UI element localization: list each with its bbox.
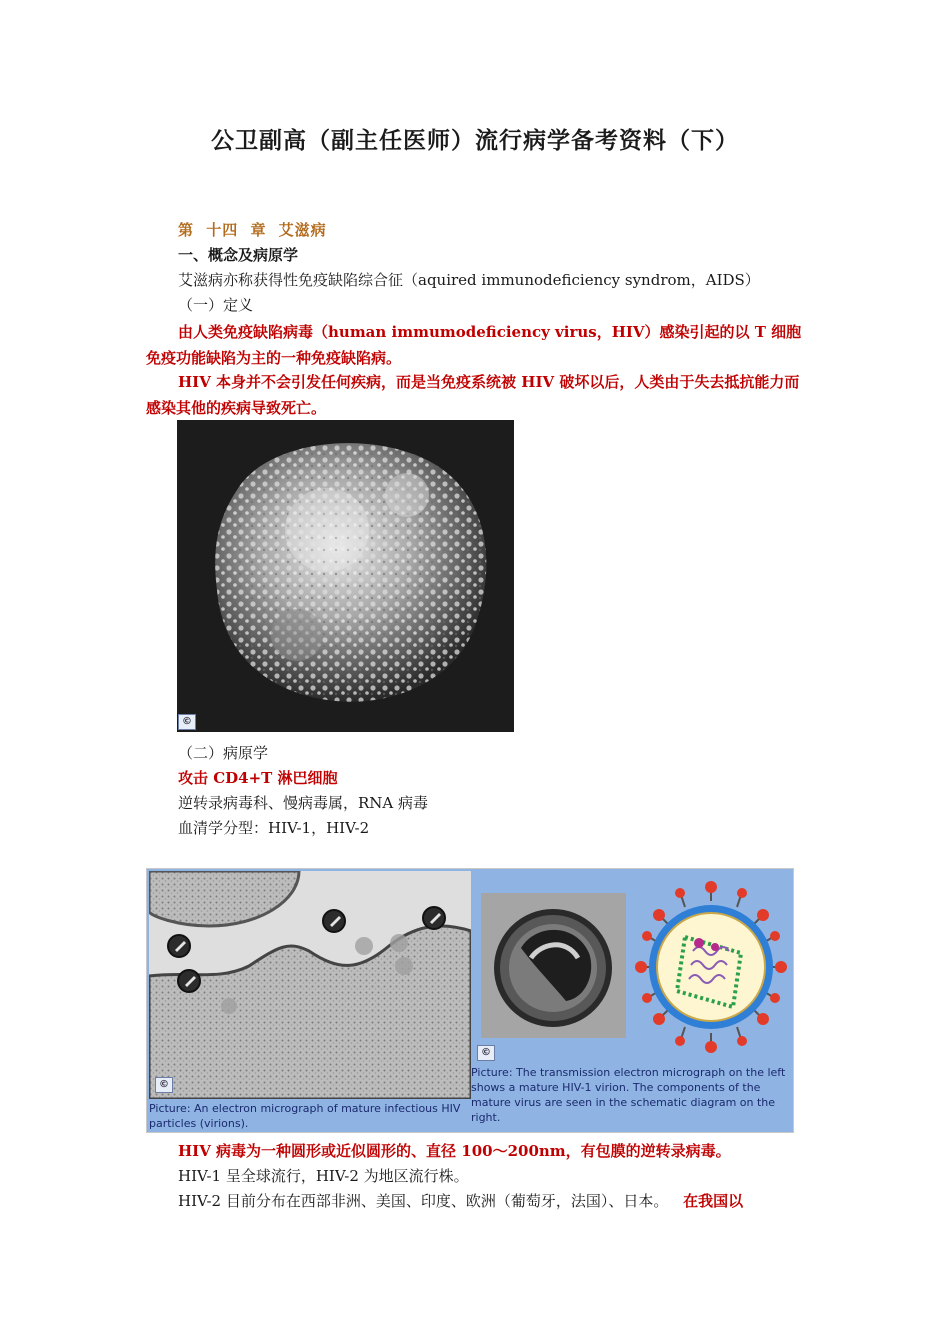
caption-right: Picture: The transmission electron micrograph on the left shows a mature HIV-1 virion. The components of the mature virus are seen in the schematic diagram on the right. [471,1066,786,1124]
lymphocyte-micrograph [177,420,514,732]
copyright-icon: © [178,714,196,730]
hiv-effect-paragraph: HIV 本身并不会引发任何疾病，而是当免疫系统被 HIV 破坏以后，人类由于失去抵抗能力而感染其他的疾病导致死亡。 [146,373,800,417]
hiv2-distribution-text: HIV-2 目前分布在西部非洲、美国、印度、欧洲（葡萄牙，法国）、日本。 [178,1192,669,1210]
lymphocyte-micrograph-art [177,420,514,732]
hiv-schematic-diagram [635,881,787,1053]
definition-paragraph: 由人类免疫缺陷病毒（human immumodeficiency virus，HIV）感染引起的以 T 细胞免疫功能缺陷为主的一种免疫缺陷病。 [146,323,802,367]
hiv-figure [146,868,794,1133]
virus-description: HIV 病毒为一种圆形或近似圆形的、直径 100～200nm，有包膜的逆转录病毒。 [178,1142,731,1160]
copyright-icon: © [155,1077,173,1093]
hiv1-tem-art [481,893,626,1038]
copyright-icon: © [477,1045,495,1061]
subsection-definition: （一）定义 [178,296,254,314]
hiv2-china-text: 在我国以 [683,1192,744,1210]
hiv2-distribution [178,1191,743,1211]
hiv-virion-micrograph-art [149,871,471,1099]
section-heading: 一、概念及病原学 [178,246,299,264]
page-title: 公卫副高（副主任医师）流行病学备考资料（下） [211,128,739,154]
attack-target: 攻击 CD4+T 淋巴细胞 [178,769,338,787]
hiv-schematic-panel [473,871,791,1063]
caption-left: Picture: An electron micrograph of mature infectious HIV particles (virions). [149,1102,461,1130]
subsection-pathogen: （二）病原学 [178,744,269,762]
hiv1-distribution: HIV-1 呈全球流行，HIV-2 为地区流行株。 [178,1167,469,1185]
hiv-virion-micrograph [149,871,471,1099]
hiv1-tem-image [481,893,626,1038]
serotype-text: 血清学分型：HIV-1，HIV-2 [178,819,370,837]
chapter-heading: 第 十四 章 艾滋病 [178,221,327,239]
intro-text: 艾滋病亦称获得性免疫缺陷综合征（aquired immunodeficiency syndrom，AIDS） [178,271,760,289]
taxonomy-text: 逆转录病毒科、慢病毒属，RNA 病毒 [178,794,429,812]
